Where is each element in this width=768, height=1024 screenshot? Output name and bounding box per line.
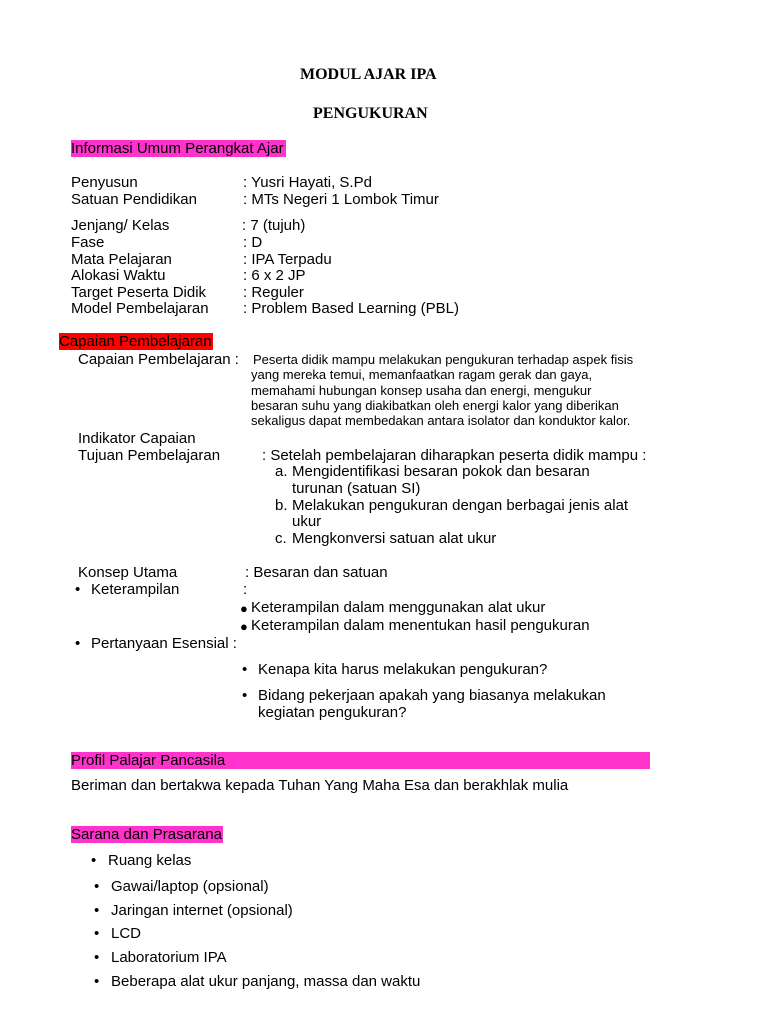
info-label: Fase (71, 234, 105, 251)
info-value: : Problem Based Learning (PBL) (243, 300, 459, 317)
tujuan-intro: : Setelah pembelajaran diharapkan peserta didik mampu : (262, 447, 647, 464)
bullet-icon: • (75, 581, 81, 598)
konsep-label: Konsep Utama (78, 564, 178, 581)
sarana-item: Jaringan internet (opsional) (111, 902, 293, 919)
bullet-icon: • (94, 902, 100, 919)
pertanyaan-label: Pertanyaan Esensial : (91, 635, 237, 652)
cp-text-line: memahami hubungan konsep usaha dan energi, mengukur (251, 383, 592, 398)
info-value: : 6 x 2 JP (243, 267, 306, 284)
pertanyaan-item-line: Bidang pekerjaan apakah yang biasanya melakukan (258, 687, 606, 704)
cp-heading: Capaian Pembelajaran (59, 333, 212, 350)
cp-label: Capaian Pembelajaran : (78, 351, 239, 368)
info-label: Target Peserta Didik (71, 284, 207, 301)
bullet-icon: • (91, 852, 97, 869)
info-label: Model Pembelajaran (71, 300, 209, 317)
info-value: : IPA Terpadu (243, 251, 332, 268)
pertanyaan-item-line: Kenapa kita harus melakukan pengukuran? (258, 661, 548, 678)
bullet-icon: • (242, 687, 248, 704)
profil-text: Beriman dan bertakwa kepada Tuhan Yang Maha Esa dan berakhlak mulia (71, 777, 569, 794)
info-label: Mata Pelajaran (71, 251, 172, 268)
konsep-value: : Besaran dan satuan (245, 564, 388, 581)
document-subtitle: PENGUKURAN (313, 105, 428, 122)
indikator-label: Indikator Capaian (78, 430, 196, 447)
keterampilan-label: Keterampilan (91, 581, 180, 598)
sarana-item: Ruang kelas (108, 852, 192, 869)
bullet-icon: • (94, 925, 100, 942)
cp-text-line: besaran suhu yang diakibatkan oleh energi kalor yang diberikan (251, 398, 619, 413)
bullet-icon: • (94, 949, 100, 966)
sarana-item: Gawai/laptop (opsional) (111, 878, 269, 895)
info-label: Alokasi Waktu (71, 267, 166, 284)
bullet-icon: • (75, 635, 81, 652)
keterampilan-item: Keterampilan dalam menentukan hasil pengukuran (251, 617, 590, 634)
profil-heading-text: Profil Palajar Pancasila (71, 752, 226, 769)
info-value: : Yusri Hayati, S.Pd (243, 174, 372, 191)
info-value: : 7 (tujuh) (242, 217, 306, 234)
bullet-icon: • (242, 661, 248, 678)
keterampilan-colon: : (243, 581, 248, 598)
bullet-icon: • (94, 878, 100, 895)
info-label: Jenjang/ Kelas (71, 217, 170, 234)
tujuan-marker: b. (275, 497, 288, 514)
cp-text-line: sekaligus dapat membedakan antara isolator dan konduktor kalor. (251, 413, 631, 428)
tujuan-item-line: turunan (satuan SI) (292, 480, 421, 497)
keterampilan-item: Keterampilan dalam menggunakan alat ukur (251, 599, 546, 616)
tujuan-item-line: ukur (292, 513, 322, 530)
sarana-item: Beberapa alat ukur panjang, massa dan waktu (111, 973, 421, 990)
info-label: Penyusun (71, 174, 138, 191)
tujuan-marker: a. (275, 463, 288, 480)
info-value: : D (243, 234, 263, 251)
cp-text-line: Peserta didik mampu melakukan pengukuran terhadap aspek fisis (253, 352, 634, 367)
tujuan-item-line: Mengkonversi satuan alat ukur (292, 530, 497, 547)
profil-heading (71, 752, 650, 769)
pertanyaan-item-line: kegiatan pengukuran? (258, 704, 407, 721)
tujuan-item-line: Mengidentifikasi besaran pokok dan besaran (292, 463, 590, 480)
sarana-item: Laboratorium IPA (111, 949, 227, 966)
info-heading: Informasi Umum Perangkat Ajar (71, 140, 284, 157)
tujuan-item-line: Melakukan pengukuran dengan berbagai jenis alat (292, 497, 629, 514)
info-value: : Reguler (243, 284, 304, 301)
bullet-icon: • (94, 973, 100, 990)
info-value: : MTs Negeri 1 Lombok Timur (243, 191, 439, 208)
info-label: Satuan Pendidikan (71, 191, 197, 208)
tujuan-marker: c. (275, 530, 287, 547)
document-title: MODUL AJAR IPA (300, 66, 437, 83)
sarana-heading: Sarana dan Prasarana (71, 826, 222, 843)
tujuan-label: Tujuan Pembelajaran (78, 447, 221, 464)
bullet-icon: ● (240, 601, 248, 616)
bullet-icon: ● (240, 619, 248, 634)
cp-text-line: yang mereka temui, memanfaatkan ragam gerak dan gaya, (251, 367, 593, 382)
sarana-item: LCD (111, 925, 142, 942)
